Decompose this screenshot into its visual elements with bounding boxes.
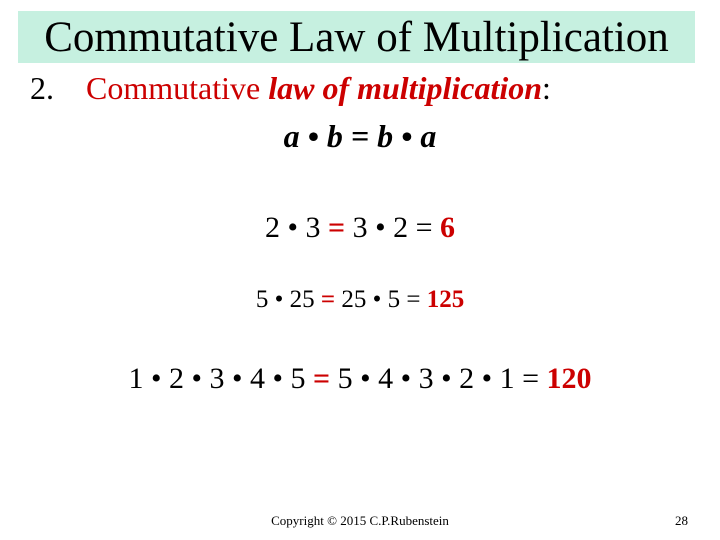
example3-middle: 5 • 4 • 3 • 2 • 1 = — [330, 362, 547, 395]
example3-result: 120 — [546, 362, 592, 395]
item-number: 2. — [30, 70, 54, 106]
example3-equals: = — [312, 362, 331, 395]
example2-middle: 25 • 5 = — [335, 286, 427, 313]
page-number: 28 — [675, 513, 688, 528]
example1-equals: = — [327, 211, 346, 244]
example-line-3 — [0, 362, 720, 396]
general-formula: a • b = b • a — [283, 118, 437, 154]
example-line-2 — [0, 286, 720, 314]
example2-lhs: 5 • 25 — [255, 286, 321, 313]
copyright-footer: Copyright © 2015 C.P.Rubenstein — [271, 513, 449, 528]
example1-middle: 3 • 2 = — [345, 211, 441, 244]
example2-equals: = — [320, 286, 336, 313]
example-line-1 — [0, 211, 720, 245]
item-colon: : — [542, 70, 551, 106]
example1-result: 6 — [440, 211, 456, 244]
item-lead-text: Commutative — [86, 70, 269, 106]
example1-lhs: 2 • 3 — [264, 211, 328, 244]
example3-lhs: 1 • 2 • 3 • 4 • 5 — [128, 362, 313, 395]
slide-title: Commutative Law of Multiplication — [44, 13, 669, 61]
item-emphasis-text: law of multiplication — [268, 70, 543, 106]
example2-result: 125 — [426, 286, 465, 313]
slide-title-bar — [18, 11, 695, 63]
list-item-commutative-law — [30, 70, 551, 107]
